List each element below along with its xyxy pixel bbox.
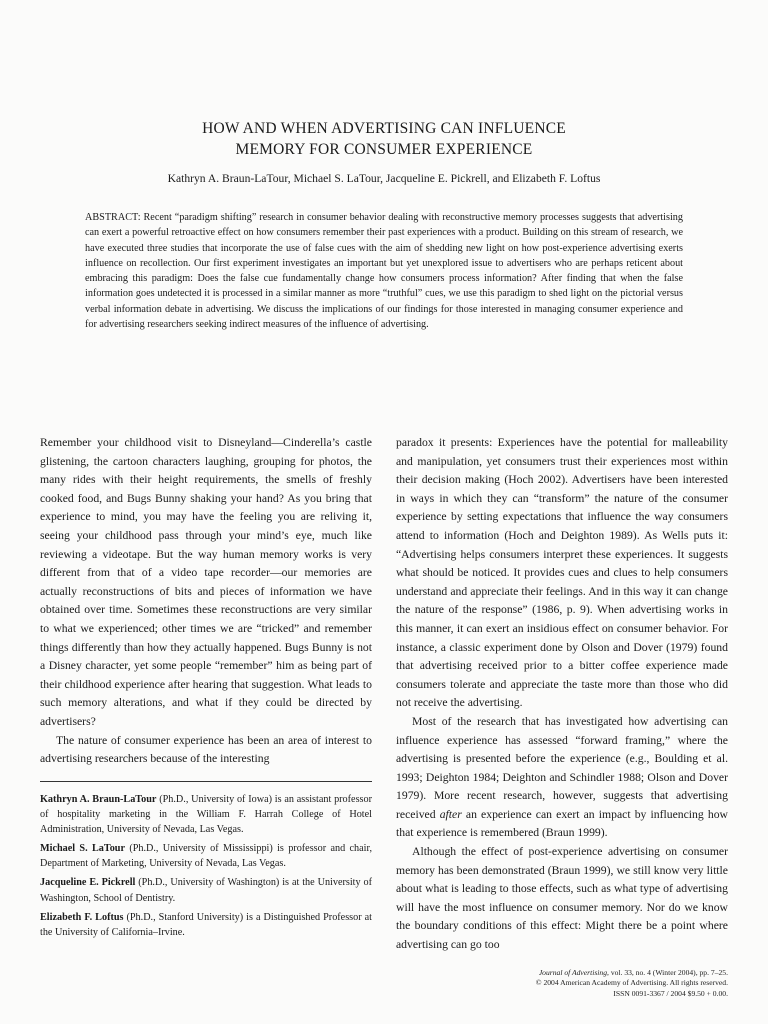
copyright-line: © 2004 American Academy of Advertising. All rights reserved. [535,978,728,988]
body-paragraph: paradox it presents: Experiences have the potential for malleability and manipulation, yet consumers trust their experiences most within their decision making (Hoch 2002). Advertisers have been interested in ways in which they can “transform” the nature of the consumer experience by setting expectations that influence the way consumers attend to information (Hoch and Deighton 1989). As Wells puts it: “Advertising helps consumers interpret these experiences. It suggests what should be noticed. It provides cues and clues to help consumers understand and appreciate their feelings. And in this way it can change the nature of the response” (1986, p. 9). When advertising works in this manner, it can exert an insidious effect on consumer behavior. For instance, a classic experiment done by Olson and Dover (1979) found that advertising received prior to a bitter coffee experience made consumers tolerate and appreciate the taste more than those who did not receive the advertising. [396,436,728,710]
author-note: Elizabeth F. Loftus (Ph.D., Stanford University) is a Distinguished Professor at the University of California–Irvine. [40,911,372,938]
issn-line: ISSN 0091-3367 / 2004 $9.50 + 0.00. [613,988,728,998]
author-note: Michael S. LaTour (Ph.D., University of Mississippi) is professor and chair, Department of Marketing, University of Nevada, Las Vegas. [40,843,372,870]
title-line-1: HOW AND WHEN ADVERTISING CAN INFLUENCE [202,120,566,137]
author-notes [40,792,372,944]
body-paragraph: Remember your childhood visit to Disneyland—Cinderella’s castle glistening, the cartoon characters laughing, grouping for photos, the many rides with their height requirements, the smells of freshly cooked food, and Bugs Bunny shaking your hand? As you bring that experience to mind, you may have the feeling you are reliving it, seeing your childhood pass through your mind’s eye, much like reviewing a videotape. But the way human memory works is very different from that of a video tape recorder—our memories are actually reconstructions of bits and pieces of information we have obtained over time. Sometimes these reconstructions are very similar to what we experienced; other times we are “tricked” and remember things differently than how they actually happened. Bugs Bunny is not a Disney character, yet some people “remember” him as being part of their childhood experience after hearing that suggestion. What leads to such memory alterations, and what if they could be directed by advertisers? [40,436,372,728]
left-column [40,434,372,769]
article-title [0,118,768,160]
author-note: Jacqueline E. Pickrell (Ph.D., University of Washington) is at the University of Washington, School of Dentistry. [40,877,372,904]
body-paragraph: Although the effect of post-experience advertising on consumer memory has been demonstrated (Braun 1999), we still know very little about what is leading to those effects, such as what type of advertising will have the most influence on consumer memory. Nor do we know the boundary conditions of this effect: Might there be a point where advertising can go too [396,845,728,952]
body-paragraph: Most of the research that has investigated how advertising can influence experience has assessed “forward framing,” where the advertising is presented before the experience (e.g., Boulding et al. 1993; Deighton 1984; Deighton and Schindler 1988; Olson and Dover 1979). More recent research, however, suggests that advertising received after an experience can exert an impact by influencing how that experience is remembered (Braun 1999). [396,714,728,840]
title-line-2: MEMORY FOR CONSUMER EXPERIENCE [235,141,533,158]
abstract: ABSTRACT: Recent “paradigm shifting” research in consumer behavior dealing with reconstructive memory processes suggests that advertising can exert a powerful retroactive effect on how consumers remember their past experiences with a product. Building on this stream of research, we have executed three studies that incorporate the use of false cues with the aim of shedding new light on how post-experience advertising exerts influence on recollection. Our first experiment investigates an important but yet unexplored issue to advertisers who are perhaps reticent about embracing this paradigm: Does the false cue fundamentally change how consumers process information? After finding that when the false information goes undetected it is processed in a similar manner as more “truthful” cues, we use this paradigm to shed light on the pictorial versus verbal information debate in advertising. We discuss the implications of our findings for those interested in managing consumer experience and for advertising researchers seeking indirect measures of the influence of advertising. [85,212,683,331]
footnote-divider [40,781,372,782]
citation-line: Journal of Advertising, vol. 33, no. 4 (Winter 2004), pp. 7–25. [538,968,728,977]
right-column [396,434,728,955]
author-note: Kathryn A. Braun-LaTour (Ph.D., University of Iowa) is an assistant professor of hospitality marketing in the William F. Harrah College of Hotel Administration, University of Nevada, Las Vegas. [40,794,372,836]
journal-footer [536,968,728,999]
author-list: Kathryn A. Braun-LaTour, Michael S. LaTour, Jacqueline E. Pickrell, and Elizabeth F. Loftus [167,172,601,185]
body-paragraph: The nature of consumer experience has been an area of interest to advertising researchers because of the interesting [40,733,372,766]
